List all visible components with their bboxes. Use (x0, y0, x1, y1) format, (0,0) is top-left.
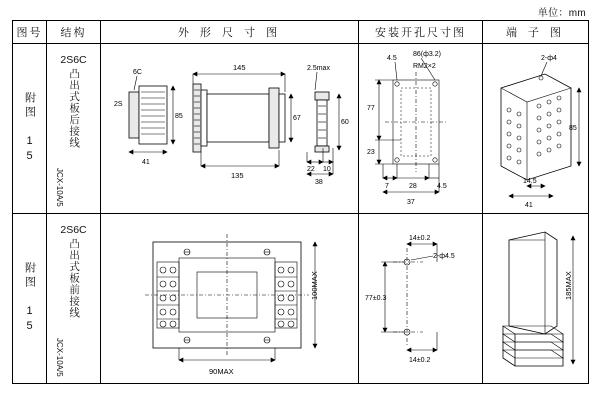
dim-41-terminal: 41 (525, 202, 533, 209)
row1-outline-drawing (101, 44, 359, 214)
dim-38: 38 (315, 179, 323, 186)
dim-90max: 90MAX (209, 367, 234, 376)
dim-14-5: 14.5 (523, 178, 537, 185)
dim-10: 10 (323, 166, 331, 173)
dim-4-5-top: 4.5 (387, 55, 397, 62)
dim-85-terminal: 85 (569, 125, 577, 132)
dim-41: 41 (142, 159, 150, 166)
dim-135: 135 (231, 171, 244, 180)
row2-outline-drawing (101, 214, 359, 384)
header-structure: 结构 (47, 21, 101, 44)
dim-85: 85 (175, 113, 183, 120)
dim-77: 77 (367, 105, 375, 112)
dim-7: 7 (385, 183, 389, 190)
unit-note: 单位：mm (537, 8, 586, 19)
row1-structure-code: 2S6C (60, 54, 87, 66)
dim-rm2: RM2×2 (413, 63, 436, 70)
dim-2-phi4: 2-ф4 (541, 55, 557, 62)
row1-fig-no-cell: 附图 15 (13, 44, 47, 214)
dimension-table (12, 20, 589, 384)
dim-2s: 2S (114, 101, 123, 108)
table-header-row (13, 21, 589, 44)
dim-77-tol: 77±0.3 (365, 295, 387, 302)
row2-structure-code: 2S6C (60, 224, 87, 236)
dim-86: 86(ф3.2) (413, 51, 441, 58)
dim-37: 37 (407, 199, 415, 206)
dim-6c: 6C (133, 69, 142, 76)
row2-structure-cell (47, 214, 101, 384)
row1-structure-label: 凸出式板后接线 (68, 68, 81, 149)
row1-structure-model: JCX-10A/5 (55, 168, 64, 207)
dim-23: 23 (367, 149, 375, 156)
header-fig-no: 图号 (13, 21, 47, 44)
dim-67: 67 (293, 115, 301, 122)
dim-60: 60 (341, 119, 349, 126)
row1-mounting-drawing (359, 44, 483, 214)
row1-structure-cell (47, 44, 101, 214)
header-outline: 外 形 尺 寸 图 (101, 21, 359, 44)
row2-fig-no-cell: 附图 15 (13, 214, 47, 384)
row2-terminal-drawing (483, 214, 589, 384)
header-terminal: 端 子 图 (483, 21, 589, 44)
dim-2-5max: 2.5max (307, 65, 330, 72)
dim-185max: 185MAX (564, 271, 573, 300)
dim-14-tol-bottom: 14±0.2 (409, 357, 431, 364)
dim-100max: 100MAX (310, 271, 319, 300)
row1-terminal-drawing (483, 44, 589, 214)
header-mounting: 安装开孔尺寸图 (359, 21, 483, 44)
dim-4-5-bottom: 4.5 (437, 183, 447, 190)
dim-14-tol-top: 14±0.2 (409, 235, 431, 242)
dim-22: 22 (307, 166, 315, 173)
dim-145: 145 (233, 63, 246, 72)
dim-28: 28 (409, 183, 417, 190)
dim-2-phi4-5: 2-ф4.5 (433, 253, 455, 260)
row2-structure-label: 凸出式板前接线 (68, 238, 81, 319)
table-row (13, 44, 589, 214)
row2-mounting-drawing (359, 214, 483, 384)
row2-structure-model: JCX-10A/5 (55, 338, 64, 377)
table-row (13, 214, 589, 384)
